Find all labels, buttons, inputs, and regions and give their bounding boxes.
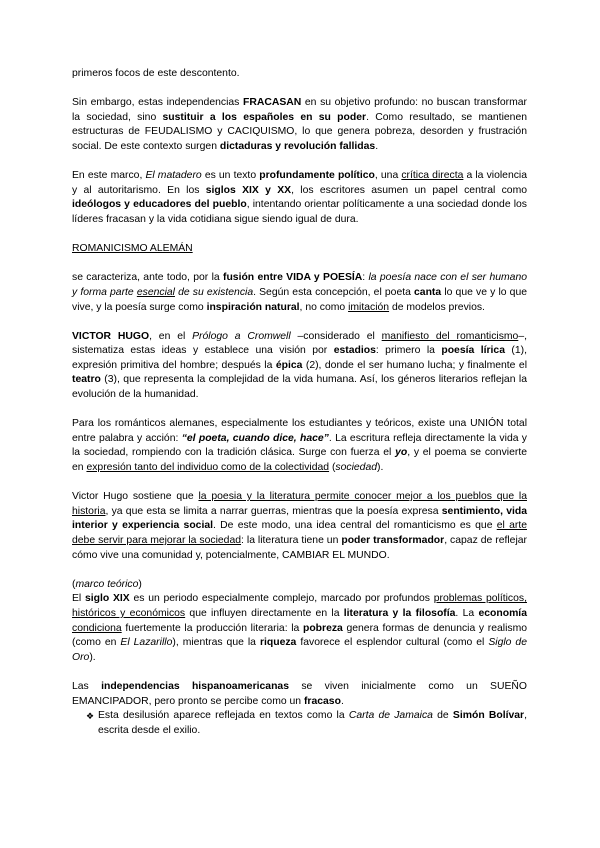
paragraph-independencias-hispanoamericanas: Las independencias hispanoamericanas se viven inicialmente como un SUEÑO EMANCIPADOR, pero pronto se percibe como un fracaso.	[72, 680, 528, 707]
paragraph-vida-poesia: se caracteriza, ante todo, por la fusión entre VIDA y POESÍA: la poesía nace con el ser humano y forma parte esencial de su existencia. Según esta concepción, el poeta canta lo que ve y lo que vive, y la poesía surge como inspiración natural, no como imitación de modelos previos.	[72, 272, 528, 313]
paragraph-poesia-historia: Victor Hugo sostiene que la poesia y la literatura permite conocer mejor a los pueblos que la historia, ya que esta se limita a narrar guerras, mientras que la poesía expresa sentimiento, vida interior y experiencia social. De este modo, una idea central del romanticismo es que el arte debe servir para mejorar la sociedad: la literatura tiene un poder transformador, capaz de reflejar cómo vive una comunidad y, potencialmente, CAMBIAR EL MUNDO.	[72, 491, 528, 561]
section-heading-romanticismo: ROMANICISMO ALEMÁN	[72, 243, 193, 255]
paragraph-marco-teorico: (marco teórico) El siglo XIX es un periodo especialmente complejo, marcado por profundos problemas políticos, históricos y económicos que influyen directamente en la literatura y la filosofía. La economía condiciona fuertemente la producción literaria: la pobreza genera formas de denuncia y realismo (como en El Lazarillo), mientras que la riqueza favorece el esplendor cultural (como el Siglo de Oro).	[72, 578, 528, 663]
paragraph-victor-hugo-estadios: VICTOR HUGO, en el Prólogo a Cromwell –considerado el manifiesto del romanticismo–, sistematiza estas ideas y establece una visión por estadios: primero la poesía lírica (1), expresión primitiva del hombre; después la épica (2), donde el ser humano lucha; y finalmente el teatro (3), que representa la complejidad de la vida humana. Así, los géneros literarios reflejan la evolución de la humanidad.	[72, 330, 528, 401]
list-item: ❖ Esta desilusión aparece reflejada en textos como la Carta de Jamaica de Simón Bolívar, escrita desde el exilio.	[86, 710, 527, 736]
paragraph-independencias-fracaso: Sin embargo, estas independencias FRACASAN en su objetivo profundo: no buscan transformar la sociedad, sino sustituir a los españoles en su poder. Como resultado, se mantienen estructuras de FEUDALISMO y CACIQUISMO, lo que genera pobreza, desorden y frustración social. De este contexto surgen dictaduras y revolución fallidas.	[72, 97, 527, 152]
paragraph-intro-fragment: primeros focos de este descontento.	[72, 68, 240, 79]
diamond-bullet-icon: ❖	[86, 711, 95, 722]
paragraph-union-palabra-accion: Para los románticos alemanes, especialmente los estudiantes y teóricos, existe una UNIÓN total entre palabra y acción: “el poeta, cuando dice, hace”. La escritura refleja directamente la vida y la sociedad, rompiendo con la tradición clásica. Surge con fuerza el yo, y el poema se convierte en expresión tanto del individuo como de la colectividad (sociedad).	[72, 418, 527, 474]
paragraph-el-matadero: En este marco, El matadero es un texto profundamente político, una crítica directa a la violencia y al autoritarismo. En los siglos XIX y XX, los escritores asumen un papel central como ideólogos y educadores del pueblo, intentando orientar políticamente a una sociedad donde los líderes fracasan y la vida cotidiana sigue siendo igual de dura.	[72, 170, 528, 225]
bullet-list	[72, 709, 527, 738]
document-page	[72, 67, 527, 738]
